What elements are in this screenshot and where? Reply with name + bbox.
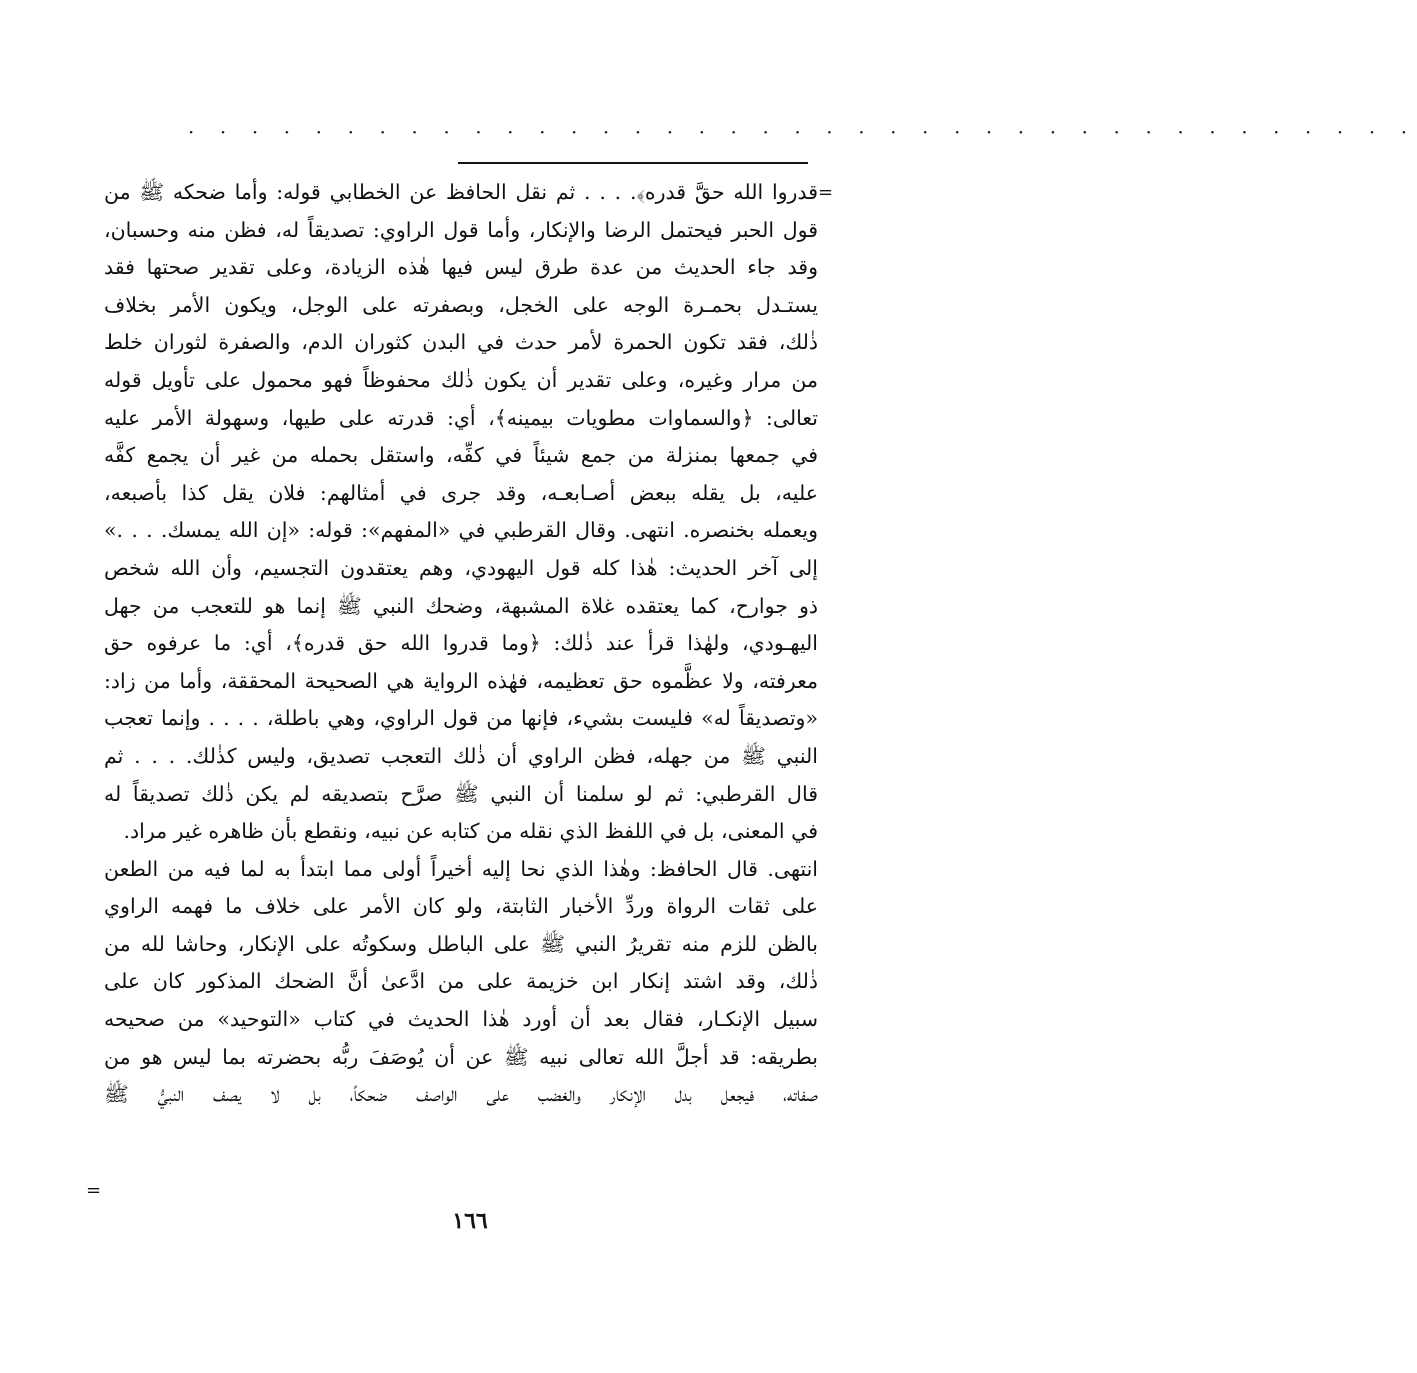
text-line: معرفته، ولا عظَّموه حق تعظيمه، فهٰذه الرواية هي الصحيحة المحققة، وأما من زاد: bbox=[104, 668, 818, 693]
text-line: ذٰلك، وقد اشتد إنكار ابن خزيمة على من ادَّعىٰ أنَّ الضحك المذكور كان على bbox=[104, 969, 818, 994]
continuation-mark-start: = bbox=[818, 182, 834, 203]
text-line: قدروا الله حقَّ قدره﴾. . . . ثم نقل الحافظ عن الخطابي قوله: وأما ضحكه ﷺ من bbox=[104, 180, 818, 204]
text-line: قول الحبر فيحتمل الرضا والإنكار، وأما قول الراوي: تصديقاً له، فظن منه وحسبان، bbox=[104, 217, 818, 242]
text-line: صفاته، فيجعل بدل الإنكار والغضب على الواصف ضحكاً، بل لا يصف النبيُّ ﷺ bbox=[104, 1082, 818, 1107]
text-line: على ثقات الرواة وردِّ الأخبار الثابتة، ولو كان الأمر على خلاف ما فهمه الراوي bbox=[104, 894, 818, 919]
text-line: في جمعها بمنزلة من جمع شيئاً في كفِّه، واستقل بحمله من غير أن يجمع كفَّه bbox=[104, 443, 818, 468]
dotted-separator: · · · · · · · · · · · · · · · · · · · · · · · · · · · · · · · · · · · · · · · bbox=[188, 120, 1417, 144]
page-number: ١٦٦ bbox=[452, 1208, 488, 1234]
text-line: انتهى. قال الحافظ: وهٰذا الذي نحا إليه أخيراً أولى مما ابتدأ به لما فيه من الطعن bbox=[104, 856, 818, 881]
text-line: اليهـودي، ولهٰذا قرأ عند ذٰلك: ﴿وما قدروا الله حق قدره﴾، أي: ما عرفوه حق bbox=[104, 631, 818, 656]
text-line: تعالى: ﴿والسماوات مطويات بيمينه﴾، أي: قدرته على طيها، وسهولة الأمر عليه bbox=[104, 405, 818, 430]
text-line: في المعنى، بل في اللفظ الذي نقله من كتابه عن نبيه، ونقطع بأن ظاهره غير مراد. bbox=[123, 819, 818, 844]
text-line: عليه، بل يقله ببعض أصـابعـه، وقد جرى في أمثالهم: فلان يقل كذا بأصبعه، bbox=[104, 480, 818, 505]
footnote-rule bbox=[458, 162, 808, 164]
text-line: النبي ﷺ من جهله، فظن الراوي أن ذٰلك التعجب تصديق، وليس كذٰلك. . . . ثم bbox=[104, 743, 818, 768]
continuation-mark-end: = bbox=[86, 1180, 102, 1201]
text-line: قال القرطبي: ثم لو سلمنا أن النبي ﷺ صرَّح بتصديقه لم يكن ذٰلك تصديقاً له bbox=[104, 781, 818, 806]
text-line: بالظن للزم منه تقريرُ النبي ﷺ على الباطل وسكوتُه على الإنكار، وحاشا لله من bbox=[104, 931, 818, 956]
text-line: ذو جوارح، كما يعتقده غلاة المشبهة، وضحك النبي ﷺ إنما هو للتعجب من جهل bbox=[104, 593, 818, 618]
text-line: «وتصديقاً له» فليست بشيء، فإنها من قول الراوي، وهي باطلة، . . . . وإنما تعجب bbox=[104, 706, 818, 731]
text-line: من مرار وغيره، وعلى تقدير أن يكون ذٰلك محفوظاً فهو محمول على تأويل قوله bbox=[104, 367, 818, 392]
text-line: يستـدل بحمـرة الوجه على الخجل، وبصفرته على الوجل، ويكون الأمر بخلاف bbox=[104, 292, 818, 317]
text-line: وقد جاء الحديث من عدة طرق ليس فيها هٰذه الزيادة، وعلى تقدير صحتها فقد bbox=[104, 255, 818, 280]
text-line: سبيل الإنكـار، فقال بعد أن أورد هٰذا الحديث في كتاب «التوحيد» من صحيحه bbox=[104, 1007, 818, 1032]
footnote-text bbox=[104, 174, 818, 1114]
text-line: إلى آخر الحديث: هٰذا كله قول اليهودي، وهم يعتقدون التجسيم، وأن الله شخص bbox=[104, 555, 818, 580]
text-line: بطريقه: قد أجلَّ الله تعالى نبيه ﷺ عن أن يُوصَفَ ربُّه بحضرته بما ليس هو من bbox=[104, 1044, 818, 1069]
text-line: ذٰلك، فقد تكون الحمرة لأمر حدث في البدن كثوران الدم، والصفرة لثوران خلط bbox=[104, 330, 818, 355]
text-line: ويعمله بخنصره. انتهى. وقال القرطبي في «المفهم»: قوله: «إن الله يمسك. . . .» bbox=[104, 518, 818, 543]
